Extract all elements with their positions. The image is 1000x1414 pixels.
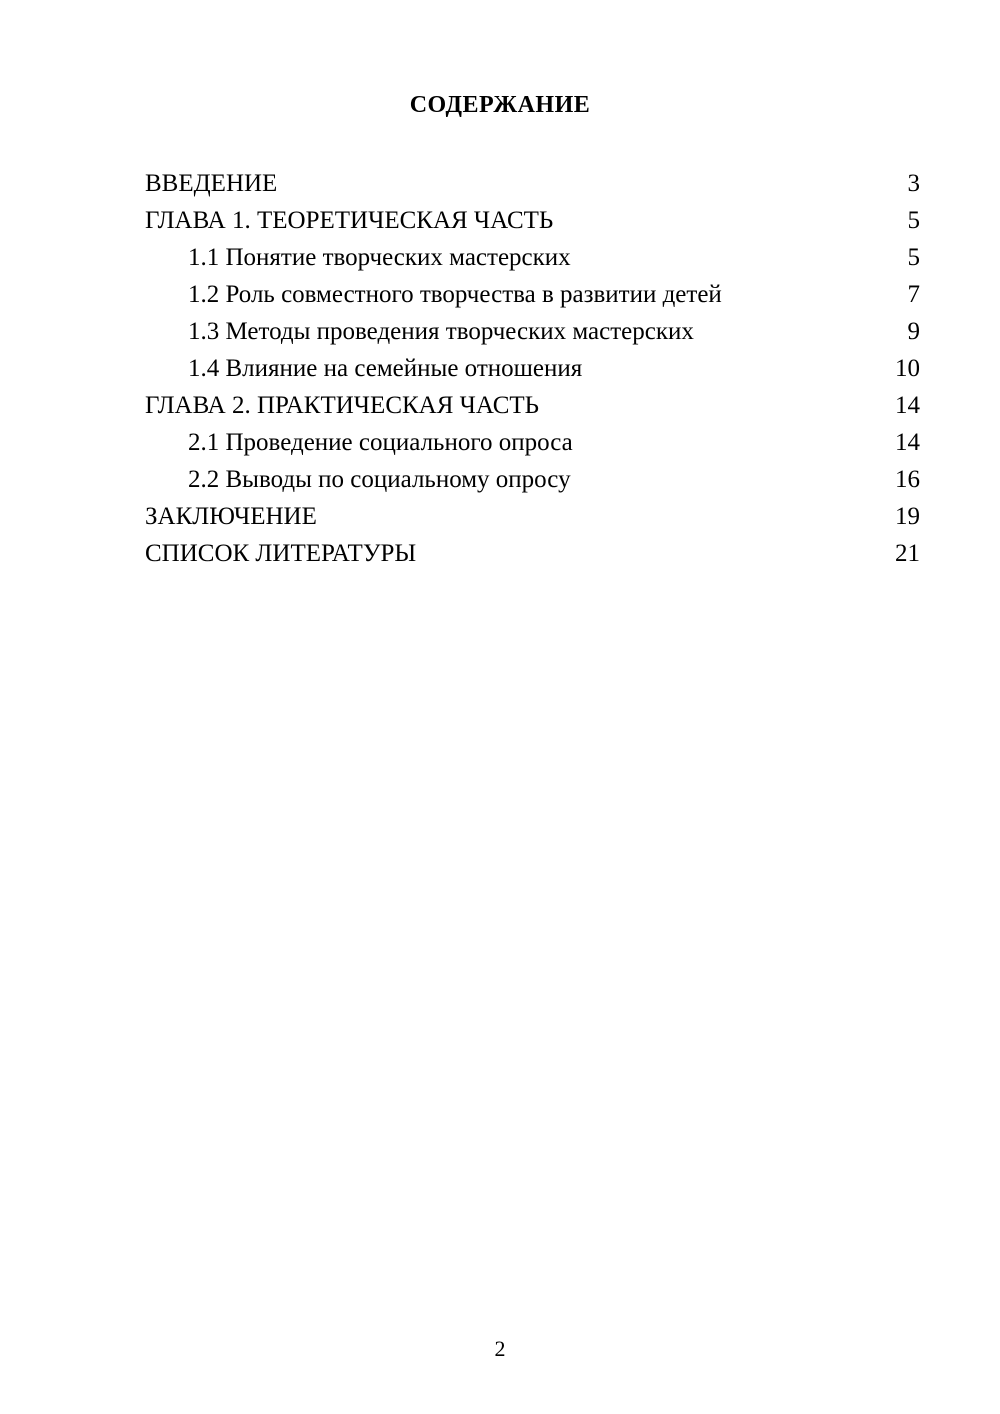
toc-entry[interactable] [145,350,920,387]
toc-entry-label: 1.2 Роль совместного творчества в развитии детей [188,281,722,308]
toc-entry-label: ВВЕДЕНИЕ [145,170,278,197]
toc-entry-label: 1.3 Методы проведения творческих мастерских [188,318,694,345]
toc-entry-page: 10 [895,355,920,382]
toc-entry[interactable] [145,276,920,313]
toc-entry[interactable] [145,165,920,202]
toc-entry-page: 5 [907,244,920,271]
toc-entry-label: ГЛАВА 1. ТЕОРЕТИЧЕСКАЯ ЧАСТЬ [145,207,554,234]
table-of-contents [145,165,920,572]
toc-entry[interactable] [145,202,920,239]
toc-entry-page: 5 [907,207,920,234]
toc-entry-page: 3 [907,170,920,197]
toc-entry-label: ЗАКЛЮЧЕНИЕ [145,503,317,530]
page-number-footer: 2 [494,1336,506,1361]
toc-entry-page: 14 [895,429,920,456]
toc-entry[interactable] [145,461,920,498]
toc-entry-label: СПИСОК ЛИТЕРАТУРЫ [145,540,417,567]
toc-entry-label: 1.4 Влияние на семейные отношения [188,355,583,382]
toc-entry[interactable] [145,424,920,461]
toc-entry[interactable] [145,313,920,350]
toc-entry-page: 21 [895,540,920,567]
toc-entry-page: 16 [895,466,920,493]
toc-entry[interactable] [145,239,920,276]
toc-entry[interactable] [145,387,920,424]
toc-entry-label: 1.1 Понятие творческих мастерских [188,244,571,271]
toc-entry[interactable] [145,498,920,535]
toc-entry-page: 9 [907,318,920,345]
toc-entry-label: 2.1 Проведение социального опроса [188,429,573,456]
toc-entry-page: 19 [895,503,920,530]
toc-entry-page: 14 [895,392,920,419]
toc-entry-label: ГЛАВА 2. ПРАКТИЧЕСКАЯ ЧАСТЬ [145,392,540,419]
page-title: СОДЕРЖАНИЕ [409,92,591,118]
toc-entry[interactable] [145,535,920,572]
toc-entry-label: 2.2 Выводы по социальному опросу [188,466,571,493]
toc-entry-page: 7 [907,281,920,308]
